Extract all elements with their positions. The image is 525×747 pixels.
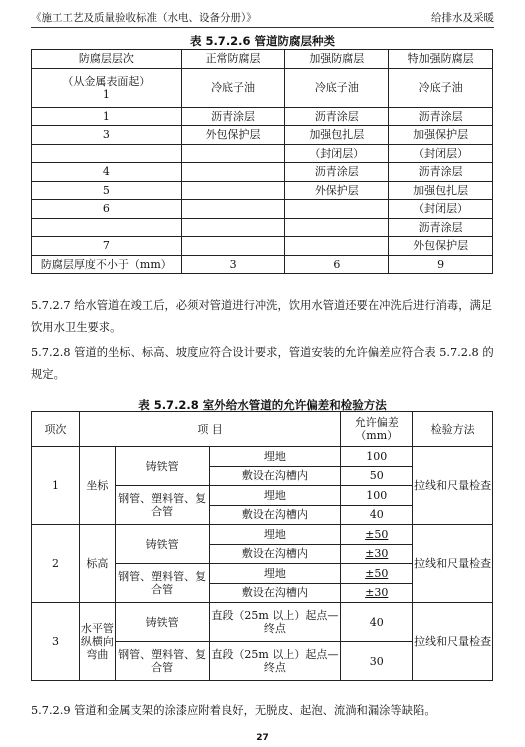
table-row	[32, 107, 493, 126]
table-cell: （封闭层）	[389, 144, 493, 163]
anticorrosion-layer-table	[31, 49, 493, 274]
deviation-value: 40	[341, 505, 413, 525]
table-cell	[32, 68, 182, 107]
table-header-cell: 加强防腐层	[285, 50, 389, 69]
header-title: 《施工工艺及质量验收标准（水电、设备分册）》	[31, 12, 257, 24]
table-cell	[181, 181, 285, 200]
laying-method: 敷设在沟槽内	[209, 505, 341, 525]
table-cell: 冷底子油	[181, 68, 285, 107]
pipe-type: 铸铁管	[115, 447, 209, 486]
table-cell: 9	[389, 255, 493, 274]
item-name: 水平管纵横向弯曲	[79, 603, 115, 681]
table-cell	[181, 144, 285, 163]
table-row	[32, 181, 493, 200]
laying-method: 直段（25m 以上）起点—终点	[209, 603, 341, 642]
item-number: 1	[32, 447, 80, 525]
deviation-value: 50	[341, 466, 413, 486]
table-row	[32, 144, 493, 163]
table-row	[32, 447, 493, 467]
table-header-cell: 允许偏差（mm）	[341, 412, 413, 447]
paragraph-5-7-2-7: 5.7.2.7 给水管道在竣工后，必须对管道进行冲洗，饮用水管道还要在冲洗后进行消毒，满足饮用水卫生要求。	[31, 299, 493, 334]
table-cell	[181, 163, 285, 182]
table-header-cell: 项 目	[79, 412, 340, 447]
table-row	[32, 163, 493, 182]
deviation-value: 40	[341, 603, 413, 642]
deviation-value: ±50	[341, 564, 413, 584]
deviation-value: 100	[341, 447, 413, 467]
table-row	[32, 603, 493, 642]
laying-method: 埋地	[209, 486, 341, 506]
deviation-value: 100	[341, 486, 413, 506]
table-row	[32, 50, 493, 69]
laying-method: 直段（25m 以上）起点—终点	[209, 642, 341, 681]
deviation-value: 30	[341, 642, 413, 681]
table-cell: 4	[32, 163, 182, 182]
pipe-type: 钢管、塑料管、复合管	[115, 486, 209, 525]
allowable-deviation-table	[31, 411, 493, 681]
table-row	[32, 255, 493, 274]
table-cell: 1	[32, 107, 182, 126]
laying-method: 埋地	[209, 447, 341, 467]
pipe-type: 钢管、塑料管、复合管	[115, 642, 209, 681]
item-name: 坐标	[79, 447, 115, 525]
table-header-cell: 正常防腐层	[181, 50, 285, 69]
deviation-value: ±30	[341, 583, 413, 603]
table-cell	[181, 200, 285, 219]
table-cell	[32, 218, 182, 237]
table-cell: 防腐层厚度不小于（mm）	[32, 255, 182, 274]
table-cell: （封闭层）	[389, 200, 493, 219]
table2-caption: 表 5.7.2.8 室外给水管道的允许偏差和检验方法	[138, 398, 387, 412]
table-row	[32, 68, 493, 107]
table-header-cell: 检验方法	[413, 412, 493, 447]
pipe-type: 钢管、塑料管、复合管	[115, 564, 209, 603]
table-cell: 6	[285, 255, 389, 274]
header-rule	[31, 27, 494, 28]
table-cell: 沥青涂层	[285, 107, 389, 126]
table-cell: 3	[32, 126, 182, 145]
table-cell: 加强包扎层	[389, 181, 493, 200]
table-cell: 冷底子油	[285, 68, 389, 107]
table-cell: 外包保护层	[181, 126, 285, 145]
table-cell: 沥青涂层	[285, 163, 389, 182]
item-name: 标高	[79, 525, 115, 603]
item-number: 2	[32, 525, 80, 603]
item-number: 3	[32, 603, 80, 681]
table-header-cell: 项次	[32, 412, 80, 447]
first-col-subhead: （从金属表面起）	[62, 74, 151, 88]
deviation-value: ±50	[341, 525, 413, 545]
page-header	[31, 10, 494, 26]
table-cell: 沥青涂层	[389, 107, 493, 126]
table-header-cell: 特加强防腐层	[389, 50, 493, 69]
table-cell: 加强保护层	[389, 126, 493, 145]
table-row	[32, 126, 493, 145]
paragraph-5-7-2-8: 5.7.2.8 管道的坐标、标高、坡度应符合设计要求，管道安装的允许偏差应符合表 5.7.2.8 的规定。	[31, 346, 494, 381]
inspection-method: 拉线和尺量检查	[413, 603, 493, 681]
laying-method: 埋地	[209, 564, 341, 584]
table-cell: 6	[32, 200, 182, 219]
table-cell: 外包保护层	[389, 237, 493, 256]
table-row	[32, 200, 493, 219]
table-row	[32, 237, 493, 256]
table-cell: 7	[32, 237, 182, 256]
table-cell: 5	[32, 181, 182, 200]
laying-method: 埋地	[209, 525, 341, 545]
table-cell	[285, 218, 389, 237]
first-col-number: 1	[102, 87, 110, 101]
table-cell: 沥青涂层	[181, 107, 285, 126]
table-row	[32, 525, 493, 545]
table-cell: 沥青涂层	[389, 218, 493, 237]
table-cell: 沥青涂层	[389, 163, 493, 182]
table-cell	[285, 237, 389, 256]
laying-method: 敷设在沟槽内	[209, 544, 341, 564]
table-cell: （封闭层）	[285, 144, 389, 163]
laying-method: 敷设在沟槽内	[209, 466, 341, 486]
page-number: 27	[256, 733, 269, 743]
table-header-cell: 防腐层层次	[32, 50, 182, 69]
table-cell: 冷底子油	[389, 68, 493, 107]
laying-method: 敷设在沟槽内	[209, 583, 341, 603]
table-cell	[181, 218, 285, 237]
pipe-type: 铸铁管	[115, 525, 209, 564]
inspection-method: 拉线和尺量检查	[413, 447, 493, 525]
paragraph-5-7-2-9: 5.7.2.9 管道和金属支架的涂漆应附着良好，无脱皮、起泡、流淌和漏涂等缺陷。	[31, 704, 436, 717]
deviation-value: ±30	[341, 544, 413, 564]
table-cell: 加强包扎层	[285, 126, 389, 145]
header-section: 给排水及采暖	[431, 12, 494, 24]
table-cell	[181, 237, 285, 256]
pipe-type: 铸铁管	[115, 603, 209, 642]
table-row	[32, 218, 493, 237]
table-cell: 外保护层	[285, 181, 389, 200]
table-cell	[285, 200, 389, 219]
table-cell	[32, 144, 182, 163]
table-row	[32, 412, 493, 447]
table1-caption: 表 5.7.2.6 管道防腐层种类	[189, 34, 336, 48]
inspection-method: 拉线和尺量检查	[413, 525, 493, 603]
table-cell: 3	[181, 255, 285, 274]
